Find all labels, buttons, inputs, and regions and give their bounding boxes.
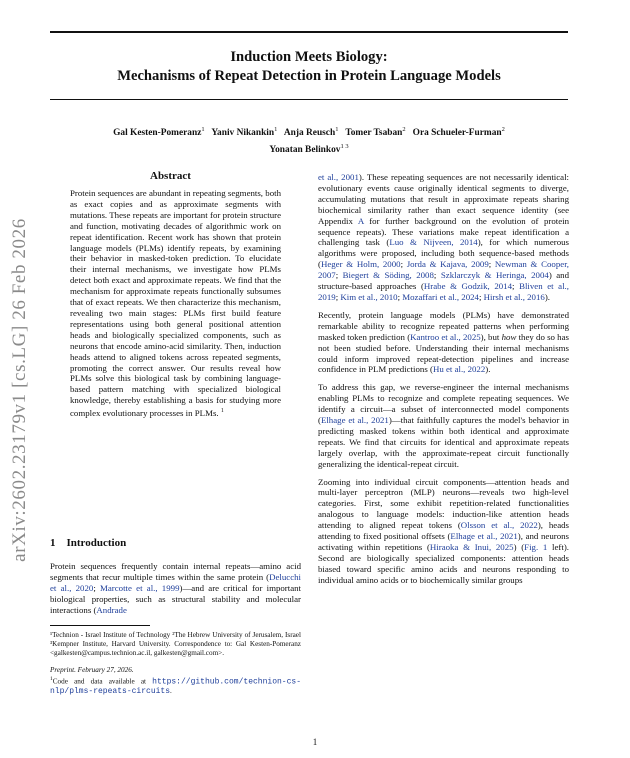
- citation-link[interactable]: Mozaffari et al., 2024: [402, 291, 479, 302]
- citation-link[interactable]: Hiraoka & Inui, 2025: [429, 542, 514, 552]
- abstract-heading: Abstract: [150, 170, 191, 182]
- citation-link[interactable]: Heger & Holm, 2000: [320, 259, 401, 270]
- title-line-2: Mechanisms of Repeat Detection in Protein Language Models: [117, 68, 501, 84]
- citation-link[interactable]: Hrabe & Godzik, 2014: [423, 281, 513, 292]
- citation-link[interactable]: Kim et al., 2010: [340, 291, 398, 302]
- abstract-body: Protein sequences are abundant in repeating segments, both as exact copies and as approximate segments with mutations. These repeats are important for protein structure and function, motivating decades of algorithmic work on repeat identification. Recent work has shown that protein language models (PLMs) identify repeats, by examining their behavior in masked-token prediction. To elucidate their internal mechanisms, we investigate how PLMs detect both exact and approximate repeats. We find that the mechanism for approximate repeats functionally subsumes that of exact repeats. We then characterize this mechanism, revealing two main stages: PLMs first build feature representations using both general positional attention heads and biologically specialized components, such as neurons that encode amino-acid similarity. Then, induction heads attend to aligned tokens across repeated segments, promoting the correct answer. Our results reveal how PLMs solve this biological task by combining language-based pattern matching with specialized biological knowledge, thereby establishing a basis for studying more complex evolutionary processes in PLMs. $^1$: [70, 188, 281, 419]
- author: Yonatan Belinkov$^{1 3}$: [269, 143, 349, 156]
- author: Tomer Tsaban$^2$: [345, 126, 406, 139]
- top-rule: [50, 31, 568, 33]
- preprint-date: Preprint. February 27, 2026.: [50, 666, 134, 675]
- citation-link[interactable]: Biegert & Söding, 2008: [342, 270, 434, 281]
- arxiv-stamp: arXiv:2602.23179v1 [cs.LG] 26 Feb 2026: [9, 218, 30, 562]
- paper-title: [50, 48, 568, 86]
- author: Yaniv Nikankin$^1$: [211, 126, 278, 139]
- citation-link[interactable]: Hirsh et al., 2016: [483, 291, 545, 302]
- title-line-1: Induction Meets Biology:: [230, 49, 388, 65]
- citation-link[interactable]: Delucchi et al., 2020: [50, 571, 301, 593]
- footnote-rule: [50, 625, 150, 626]
- paragraph: To address this gap, we reverse-engineer the internal mechanisms enabling PLMs to recognize and complete repeating sequences. We identify a circuit—a subset of interconnected model components (Elhage et al., 2021)—that faithfully captures the model's behavior in predicting masked tokens within both identical and approximate repeats. We find that circuits for identical and approximate repeats largely overlap, with the approximate-repeat circuit functionally generalizing the identical-repeat circuit.: [318, 382, 569, 469]
- author: Gal Kesten-Pomeranz$^1$: [113, 126, 205, 139]
- author: Anja Reusch$^1$: [283, 126, 339, 139]
- paragraph: et al., 2001). These repeating sequences are not necessarily identical: evolutionary events cause originally identical segments to diverge, accumulating mutations that result in approximate repeats sharing biochemical similarity rather than exact sequence identity (see Appendix A for further background on the evolution of protein sequence repeats). These variations make repeat identification a challenging task (Luo & Nijveen, 2014), for which numerous algorithms were proposed, including both sequence-based methods (Heger & Holm, 2000; Jorda & Kajava, 2009; Newman & Cooper, 2007; Biegert & Söding, 2008; Szklarczyk & Heringa, 2004) and structure-based approaches (Hrabe & Godzik, 2014; Bliven et al., 2019; Kim et al., 2010; Mozaffari et al., 2024; Hirsh et al., 2016).: [318, 172, 570, 302]
- citation-link[interactable]: Andrade: [96, 604, 127, 615]
- citation-link[interactable]: Kantroo et al., 2025: [410, 331, 481, 342]
- right-column: [318, 172, 569, 593]
- figure-link[interactable]: Fig. 1: [524, 542, 548, 552]
- citation-link[interactable]: Newman & Cooper, 2007: [318, 259, 569, 281]
- footnote-mark[interactable]: 1: [220, 408, 224, 415]
- citation-link[interactable]: Luo & Nijveen, 2014: [389, 237, 478, 248]
- citation-link[interactable]: Szklarczyk & Heringa, 2004: [440, 270, 549, 281]
- citation-link[interactable]: Jorda & Kajava, 2009: [406, 259, 489, 270]
- citation-link[interactable]: Bliven et al., 2019: [318, 281, 569, 302]
- affiliation-footnote: ¹Technion - Israel Institute of Technology ²The Hebrew University of Jerusalem, Israel ³Kempner Institute, Harvard University. Correspondence to: Gal Kesten-Pomeranz <galkesten@campus.technion.ac.il, galkesten@gmail.com>.: [50, 631, 301, 658]
- code-footnote: $^1$Code and data available at https://github.com/technion-cs-nlp/plms-repeats-circuits.: [50, 676, 301, 696]
- citation-link[interactable]: Elhage et al., 2021: [320, 415, 389, 426]
- paragraph: Zooming into individual circuit components—attention heads and multi-layer perceptron (MLP) neurons—reveals two high-level categories. First, some exhibit repetition-related functionalities analogous to language models: induction-like attention heads attending to aligned repeat tokens (Olsson et al., 2022), heads attending to fixed positional offsets (Elhage et al., 2021), and neurons activating within repetitions (Hiraoka & Inui, 2025) (Fig. 1 left). Second are biologically specialized components: attention heads biased toward specific amino acids and neurons responding to individual amino acids or to biochemically similar groups: [318, 476, 569, 585]
- introduction-paragraph: Protein sequences frequently contain internal repeats—amino acid segments that recur multiple times within the same protein (Delucchi et al., 2020; Marcotte et al., 1999)—and are critical for important biological properties, such as structural stability and molecular interactions (Andrade: [50, 561, 302, 615]
- author-list: [50, 123, 568, 157]
- paragraph: Recently, protein language models (PLMs) have demonstrated remarkable ability to recognize repeated patterns when performing masked token prediction (Kantroo et al., 2025), but how they do so has not been studied before. Understanding their internal mechanisms could inform improved repeat-detection pipelines and increase confidence in PLM predictions (Hu et al., 2022).: [318, 309, 569, 375]
- code-url-link[interactable]: https://github.com/technion-cs-nlp/plms-repeats-circuits: [50, 677, 301, 696]
- citation-link[interactable]: Marcotte et al., 1999: [100, 582, 180, 593]
- citation-link[interactable]: et al., 2001: [318, 172, 359, 182]
- footnotes: [50, 631, 301, 696]
- page-number: 1: [312, 737, 318, 747]
- citation-link[interactable]: Hu et al., 2022: [432, 364, 486, 375]
- citation-link[interactable]: Elhage et al., 2021: [450, 531, 518, 542]
- title-bottom-rule: [50, 99, 568, 100]
- citation-link[interactable]: Olsson et al., 2022: [460, 520, 538, 531]
- section-heading-introduction: 1 Introduction: [50, 537, 127, 549]
- author: Ora Schueler-Furman$^2$: [412, 126, 505, 139]
- appendix-link[interactable]: A: [357, 215, 364, 226]
